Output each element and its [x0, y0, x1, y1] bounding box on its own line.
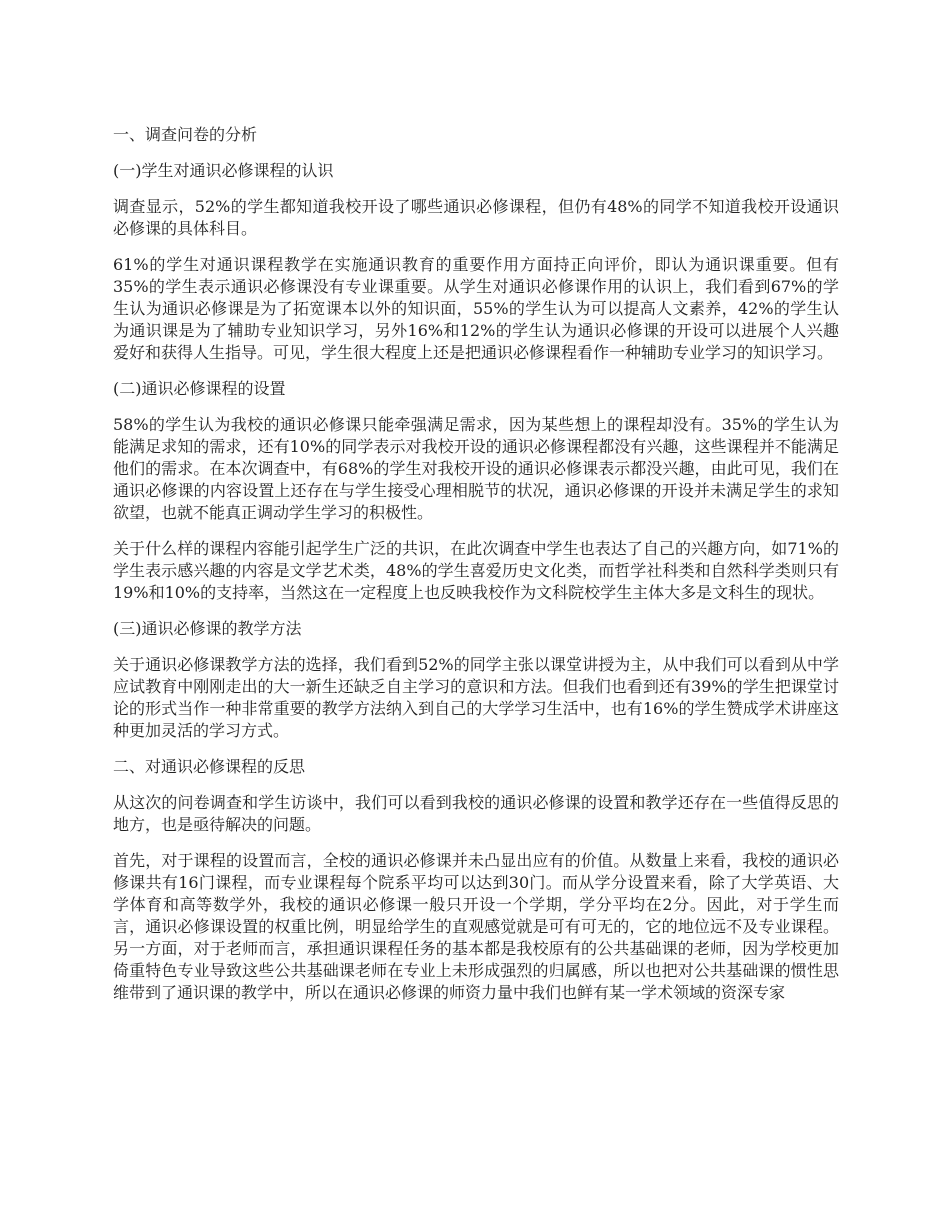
- paragraph: 58%的学生认为我校的通识必修课只能牵强满足需求，因为某些想上的课程却没有。35%的学生认为能满足求知的需求，还有10%的同学表示对我校开设的通识必修课程都没有兴趣，这些课程并不能满足他们的需求。在本次调查中，有68%的学生对我校开设的通识必修课表示都没兴趣，由此可见，我们在通识必修课的内容设置上还存在与学生接受心理相脱节的状况，通识必修课的开设并未满足学生的求知欲望，也就不能真正调动学生学习的积极性。: [113, 415, 839, 522]
- subsection-heading: (二)通识必修课程的设置: [113, 379, 286, 398]
- subsection-heading: (一)学生对通识必修课程的认识: [113, 161, 334, 180]
- paragraph: 从这次的问卷调查和学生访谈中，我们可以看到我校的通识必修课的设置和教学还存在一些值得反思的地方，也是亟待解决的问题。: [113, 793, 839, 834]
- subsection-heading: (三)通识必修课的教学方法: [113, 619, 302, 638]
- document-body: [113, 124, 839, 1018]
- paragraph: 关于通识必修课教学方法的选择，我们看到52%的同学主张以课堂讲授为主，从中我们可以看到从中学应试教育中刚刚走出的大一新生还缺乏自主学习的意识和方法。但我们也看到还有39%的学生把课堂讨论的形式当作一种非常重要的教学方法纳入到自己的大学学习生活中，也有16%的学生赞成学术讲座这种更加灵活的学习方式。: [113, 655, 839, 740]
- section-heading: 二、对通识必修课程的反思: [113, 757, 306, 776]
- paragraph: 调查显示，52%的学生都知道我校开设了哪些通识必修课程，但仍有48%的同学不知道我校开设通识必修课的具体科目。: [113, 197, 839, 238]
- paragraph: 关于什么样的课程内容能引起学生广泛的共识，在此次调查中学生也表达了自己的兴趣方向，如71%的学生表示感兴趣的内容是文学艺术类，48%的学生喜爱历史文化类，而哲学社科类和自然科学类则只有19%和10%的支持率，当然这在一定程度上也反映我校作为文科院校学生主体大多是文科生的现状。: [113, 539, 839, 602]
- paragraph: 首先，对于课程的设置而言，全校的通识必修课并未凸显出应有的价值。从数量上来看，我校的通识必修课共有16门课程，而专业课程每个院系平均可以达到30门。而从学分设置来看，除了大学英语、大学体育和高等数学外，我校的通识必修课一般只开设一个学期，学分平均在2分。因此，对于学生而言，通识必修课设置的权重比例，明显给学生的直观感觉就是可有可无的，它的地位远不及专业课程。另一方面，对于老师而言，承担通识课程任务的基本都是我校原有的公共基础课的老师，因为学校更加倚重特色专业导致这些公共基础课老师在专业上未形成强烈的归属感，所以也把对公共基础课的惯性思维带到了通识课的教学中，所以在通识必修课的师资力量中我们也鲜有某一学术领域的资深专家: [113, 851, 839, 1002]
- paragraph: 61%的学生对通识课程教学在实施通识教育的重要作用方面持正向评价，即认为通识课重要。但有35%的学生表示通识必修课没有专业课重要。从学生对通识必修课作用的认识上，我们看到67%的学生认为通识必修课是为了拓宽课本以外的知识面，55%的学生认为可以提高人文素养，42%的学生认为通识课是为了辅助专业知识学习，另外16%和12%的学生认为通识必修课的开设可以进展个人兴趣爱好和获得人生指导。可见，学生很大程度上还是把通识必修课程看作一种辅助专业学习的知识学习。: [113, 255, 839, 362]
- section-heading: 一、调查问卷的分析: [113, 125, 258, 144]
